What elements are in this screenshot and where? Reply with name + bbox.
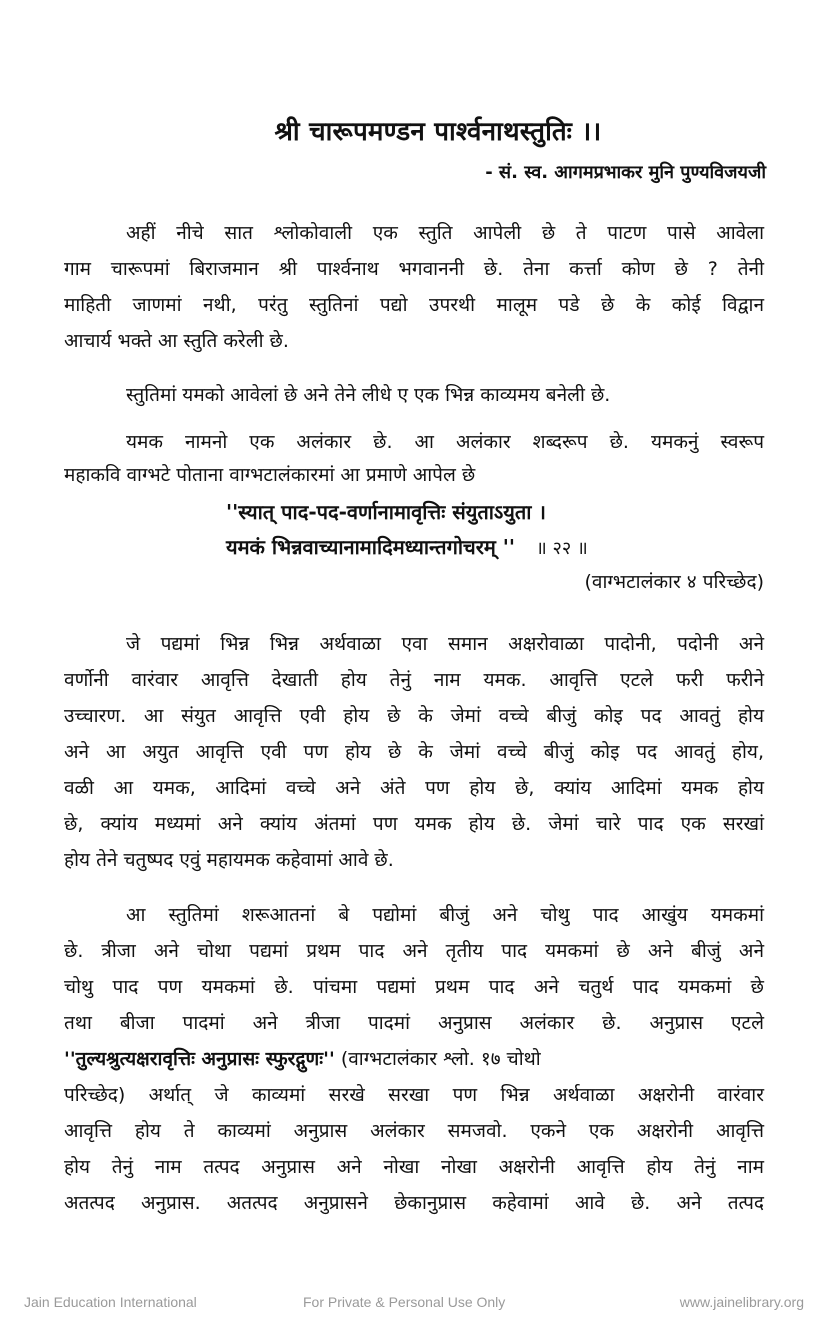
paragraph-5-line-8: होय तेनुं नाम तत्पद अनुप्रास अने नोखा नोखा अक्षरोनी आवृत्ति होय तेनुं नाम [64,1156,764,1178]
paragraph-5-line-9: अतत्पद अनुप्रास. अतत्पद अनुप्रासने छेकानुप्रास कहेवामां आवे छे. अने तत्पद [64,1192,764,1214]
paragraph-4-line-3: उच्चारण. आ संयुत आवृत्ति एवी होय छे के जेमां वच्चे बीजुं कोइ पद आवतुं होय [64,705,764,727]
verse-line-2-text: यमकं भिन्नवाच्यानामादिमध्यान्तगोचरम् '' [226,535,516,559]
paragraph-5-line-7: आवृत्ति होय ते काव्यमां अनुप्रास अलंकार समजवो. एकने एक अक्षरोनी आवृत्ति [64,1120,764,1142]
author-byline: - सं. स्व. आगमप्रभाकर मुनि पुण्यविजयजी [485,162,766,183]
paragraph-4-line-7: होय तेने चतुष्पद एवुं महायमक कहेवामां आवे छे. [64,849,394,871]
paragraph-3-line-1: यमक नामनो एक अलंकार छे. आ अलंकार शब्दरूप छे. यमकनुं स्वरूप [126,431,764,453]
page-title [0,112,828,148]
paragraph-5-line-3: चोथु पाद पण यमकमां छे. पांचमा पद्यमां प्रथम पाद अने चतुर्थ पाद यमकमां छे [64,976,764,998]
quote-citation: (वाग्भटालंकार श्लो. १७ चोथो [334,1048,541,1070]
paragraph-2-line-1: स्तुतिमां यमको आवेलां छे अने तेने लीधे ए एक भिन्न काव्यमय बनेली छे. [126,384,611,406]
paragraph-4-line-1: जे पद्यमां भिन्न भिन्न अर्थवाळा एवा समान अक्षरोवाळा पादोनी, पदोनी अने [126,633,764,655]
paragraph-4-line-2: वर्णोनी वारंवार आवृत्ति देखाती होय तेनुं नाम यमक. आवृत्ति एटले फरी फरीने [64,669,764,691]
verse-number: ॥ २२ ॥ [536,538,588,559]
verse-line-1: ''स्यात् पाद-पद-वर्णानामावृत्तिः संयुताऽयुता । [226,500,546,524]
paragraph-4-line-4: अने आ अयुत आवृत्ति एवी पण होय छे के जेमां वच्चे बीजुं कोइ पद आवतुं होय, [64,741,764,763]
verse-line-2 [226,532,588,564]
paragraph-1-line-3: माहिती जाणमां नथी, परंतु स्तुतिनां पद्यो उपरथी मालूम पडे छे के कोई विद्वान [64,294,764,316]
paragraph-1-line-4: आचार्य भक्ते आ स्तुति करेली छे. [64,330,289,352]
paragraph-5-line-6: परिच्छेद) अर्थात् जे काव्यमां सरखे सरखा पण भिन्न अर्थवाळा अक्षरोनी वारंवार [64,1084,764,1106]
paragraph-5-line-4: तथा बीजा पादमां अने त्रीजा पादमां अनुप्रास अलंकार छे. अनुप्रास एटले [64,1012,764,1034]
paragraph-1-line-2: गाम चारूपमां बिराजमान श्री पार्श्वनाथ भगवाननी छे. तेना कर्त्ता कोण छे ? तेनी [64,258,764,280]
paragraph-4-line-5: वळी आ यमक, आदिमां वच्चे अने अंते पण होय छे, क्यांय आदिमां यमक होय [64,777,764,799]
anuprasa-definition-quote: ''तुल्यश्रुत्यक्षरावृत्तिः अनुप्रासः स्फुरद्गुणः'' [64,1048,335,1070]
paragraph-3-line-2: महाकवि वाग्भटे पोताना वाग्भटालंकारमां आ प्रमाणे आपेल छे [64,464,476,486]
paragraph-5-line-1: आ स्तुतिमां शरूआतनां बे पद्योमां बीजुं अने चोथु पाद आखुंय यमकमां [126,904,764,926]
footer-publisher: Jain Education International [24,1294,197,1310]
footer-website-link[interactable]: www.jainelibrary.org [679,1294,804,1310]
footer-usage-note: For Private & Personal Use Only [303,1294,506,1310]
verse-source: (वाग्भटालंकार ४ परिच्छेद) [584,571,764,593]
title-text: श्री चारूपमण्डन पार्श्वनाथस्तुतिः ।। [274,117,602,147]
paragraph-5-quote-line [64,1044,764,1074]
paragraph-5-line-2: छे. त्रीजा अने चोथा पद्यमां प्रथम पाद अने तृतीय पाद यमकमां छे अने बीजुं अने [64,940,764,962]
paragraph-4-line-6: छे, क्यांय मध्यमां अने क्यांय अंतमां पण यमक होय छे. जेमां चारे पाद एक सरखां [64,813,764,835]
paragraph-1-line-1: अहीं नीचे सात श्लोकोवाली एक स्तुति आपेली छे ते पाटण पासे आवेला [126,222,764,244]
